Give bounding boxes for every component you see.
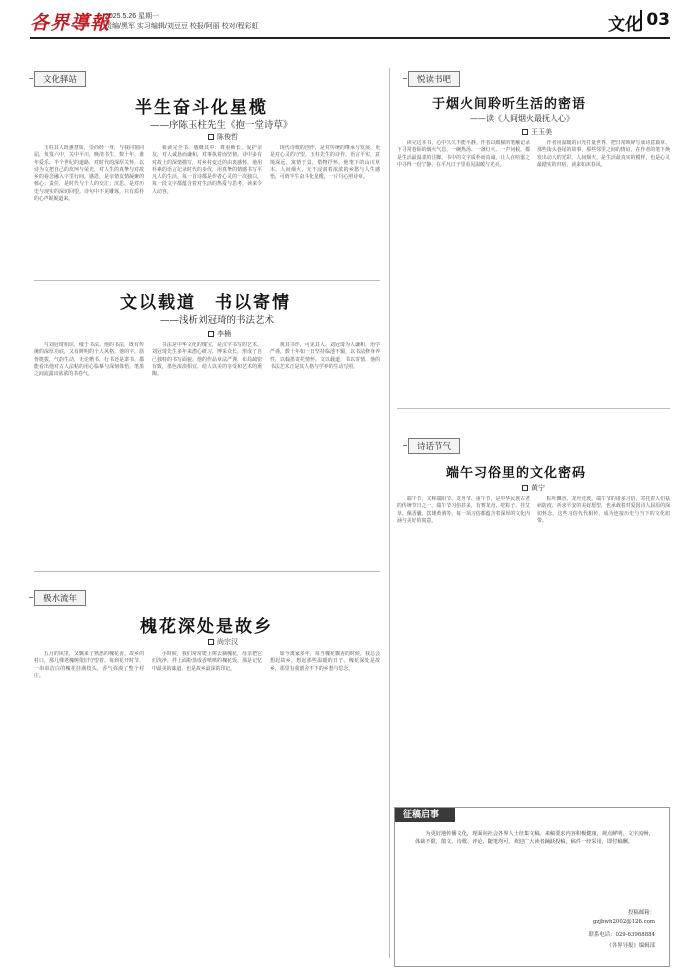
ad-email: gzjbwh2002@126.com bbox=[593, 919, 655, 925]
article-title: 文以载道 书以寄情 bbox=[120, 293, 291, 313]
article-author: 李楠 bbox=[208, 329, 231, 339]
article-column: 端午节，又称端阳节、龙舟节、重午节，是中华民族古老的传统节日之一。端午节习俗甚多，有赛龙舟、吃粽子、挂艾草、佩香囊、饮雄黄酒等，每一项习俗都蕴含着深厚的文化内涵与美好的寓意。 bbox=[397, 496, 530, 524]
article-column: 与刘冠琦相识，缘于书法。他的书法，既有传统的深厚功底，又有鲜明的个人风格。他的字，筋骨挺拔，气韵生动，无论楷书、行书还是隶书，都能看出他对古人法帖的用心临摹与深刻体悟，笔墨之间流露出浓浓的书卷气。 bbox=[34, 342, 144, 378]
ad-body: 为更好地传播文化，现面向社会各界人士征集文稿。来稿要求内容积极健康，观点鲜明，文字流畅，体裁不限，散文、诗歌、评论、随笔均可，欢迎广大读者踊跃投稿，稿件一经采用，即付稿酬。 bbox=[415, 831, 654, 846]
issue-date: 2025.5.26 星期一 bbox=[105, 13, 160, 20]
article-column: 粽叶飘香，龙舟竞渡。端午节的诸多习俗，寄托着人们祛病防疫、祈求平安的美好愿望，也承载着对爱国诗人屈原的深切怀念。这些习俗代代相传，成为连接历史与当下的文化纽带。 bbox=[537, 496, 670, 524]
masthead bbox=[30, 8, 670, 38]
column-tag: 悦读书吧 bbox=[408, 71, 460, 87]
article-title: 于烟火间聆听生活的密语 bbox=[432, 97, 587, 112]
article-author: 陈俊哲 bbox=[208, 132, 238, 142]
article-column: 小时候，我们常常爬上树去摘槐花，母亲把它们洗净，拌上面粉蒸成香喷喷的槐花饭。那是记忆中最美的味道，也是故乡最深的印记。 bbox=[152, 651, 262, 672]
section-divider bbox=[34, 571, 380, 572]
article-title: 槐花深处是故乡 bbox=[140, 617, 273, 637]
ad-editorial: 《各界导报》编辑部 bbox=[606, 943, 655, 949]
column-divider bbox=[389, 68, 390, 958]
article-column: 玉柱其人既惠慧质，崇尚经一身，与我同窗同届，负笈六中，关中平川，晚清书生，数十年，谁年爱乐，半个世纪的道路，对时代的深厚关怀，以诗为文把自己的坎坷与荣光，对人生的真挚与对故乡的眷念融入字里行间。感恩，是亲情友情凝聚的核心；责任，是时代与个人的交汇；沉思，是对历史与现实的深切回望。诗句中不见雕琢，只有质朴的心声娓娓道来。 bbox=[34, 145, 144, 203]
article-column: 如今离家多年，每当槐花飘香的时候，我总会想起故乡，想起那些温暖的日子。槐花深处是故乡，那里有我割舍不下的乡愁与思念。 bbox=[270, 651, 380, 672]
article-subtitle: ——浅析刘冠琦的书法艺术 bbox=[160, 315, 275, 326]
article-title: 半生奋斗化星榄 bbox=[135, 98, 268, 118]
ad-phone: 联系电话：029-63968884 bbox=[588, 932, 655, 938]
article-column: 观其书作，可见其人。刘冠琦为人谦和，治学严谨，数十年如一日坚持临池不辍，以书法修身养性，以翰墨寄托情怀。文以载道，书以寄情，他的书法艺术正是其人格与学养的生动写照。 bbox=[270, 342, 380, 370]
article-subtitle: ——序陈玉柱先生《抱一堂诗草》 bbox=[150, 120, 293, 131]
article-column: 作者用温暖的目光打量世界，把日常琐碎写成诗意篇章。那些街头巷尾的故事，那些邻里之间的情谊，在作者的笔下焕发出动人的光彩。人间烟火，是生活最真实的模样，也是心灵最踏实的归宿，读来如沐春风。 bbox=[537, 140, 670, 168]
article-author: 尚宗汉 bbox=[208, 637, 238, 647]
header-rule bbox=[30, 37, 670, 39]
article-column: 书法是中华文化的瑰宝，是汉字书写的艺术。刘冠琦先生多年来潜心研习，博采众长，形成了自己独特的书写面貌。他的作品章法严谨，布局疏密有致，墨色浓淡相宜，给人以美的享受和艺术的熏陶。 bbox=[152, 342, 262, 378]
newspaper-logo: 各界導報 bbox=[30, 12, 111, 34]
article-subtitle: ——读《人间烟火最抚人心》 bbox=[470, 114, 574, 123]
ad-title-bar bbox=[395, 808, 455, 822]
article-column: 五月的风里，又飘来了熟悉的槐花香。故乡的村口，那几棵老槐树依旧守望着，每到花开时节，一串串洁白的槐花挂满枝头，香气弥漫了整个村庄。 bbox=[34, 651, 144, 679]
section-title: 文化 bbox=[608, 15, 642, 35]
column-tag: 诗话节气 bbox=[408, 438, 460, 454]
article-column: 读完这本书，心中久久不能平静。作者以细腻的笔触记录下寻常巷陌的烟火气息，一碗热汤、一盏灯火、一声问候，都是生活最温柔的注脚。书中的文字质朴而真诚，让人在喧嚣之中寻得一份宁静，在平凡日子里看见温暖与光亮。 bbox=[397, 140, 530, 168]
ad-contact-label: 投稿邮箱： bbox=[628, 910, 655, 916]
section-divider bbox=[34, 280, 380, 281]
column-tag: 文化驿站 bbox=[34, 71, 86, 87]
article-column: 现代诗歌的创作，是对传统的继承与发展，更是对心灵的守望。玉柱先生的诗作，语言平实，意境深远，寓情于景，借物抒怀。他笔下的山川草木、人间烟火，无不浸润着浓浓的乡愁与人生感悟，可谓半生奋斗化星榄，一片丹心照诗章。 bbox=[270, 145, 380, 181]
call-for-papers-box bbox=[394, 807, 670, 967]
column-tag: 极水流年 bbox=[34, 590, 86, 606]
article-column: 我读完全书，感慨其中：尊重师长、爱护亲友，对人诚恳而谦和，对事执着而坚韧。诗中多有对故土的深情描写，对乡村变迁的由衷感怀，他用朴素的语言记录时代的步伐，用真挚的情感书写平凡人的生活。每一首诗都是作者心灵的一次独白，每一段文字都蕴含着对生活的热爱与思考，读来令人动容。 bbox=[152, 145, 262, 195]
article-title: 端午习俗里的文化密码 bbox=[446, 466, 587, 481]
section-divider bbox=[397, 408, 670, 409]
editor-staff: 责编/黑军 实习编辑/刘豆豆 校报/阿丽 校对/程彩虹 bbox=[105, 23, 259, 30]
page-number: 03 bbox=[640, 10, 670, 30]
ad-title: 征稿启事 bbox=[403, 810, 440, 820]
article-author: 黄宁 bbox=[522, 483, 545, 493]
article-author: 王玉美 bbox=[522, 127, 552, 137]
